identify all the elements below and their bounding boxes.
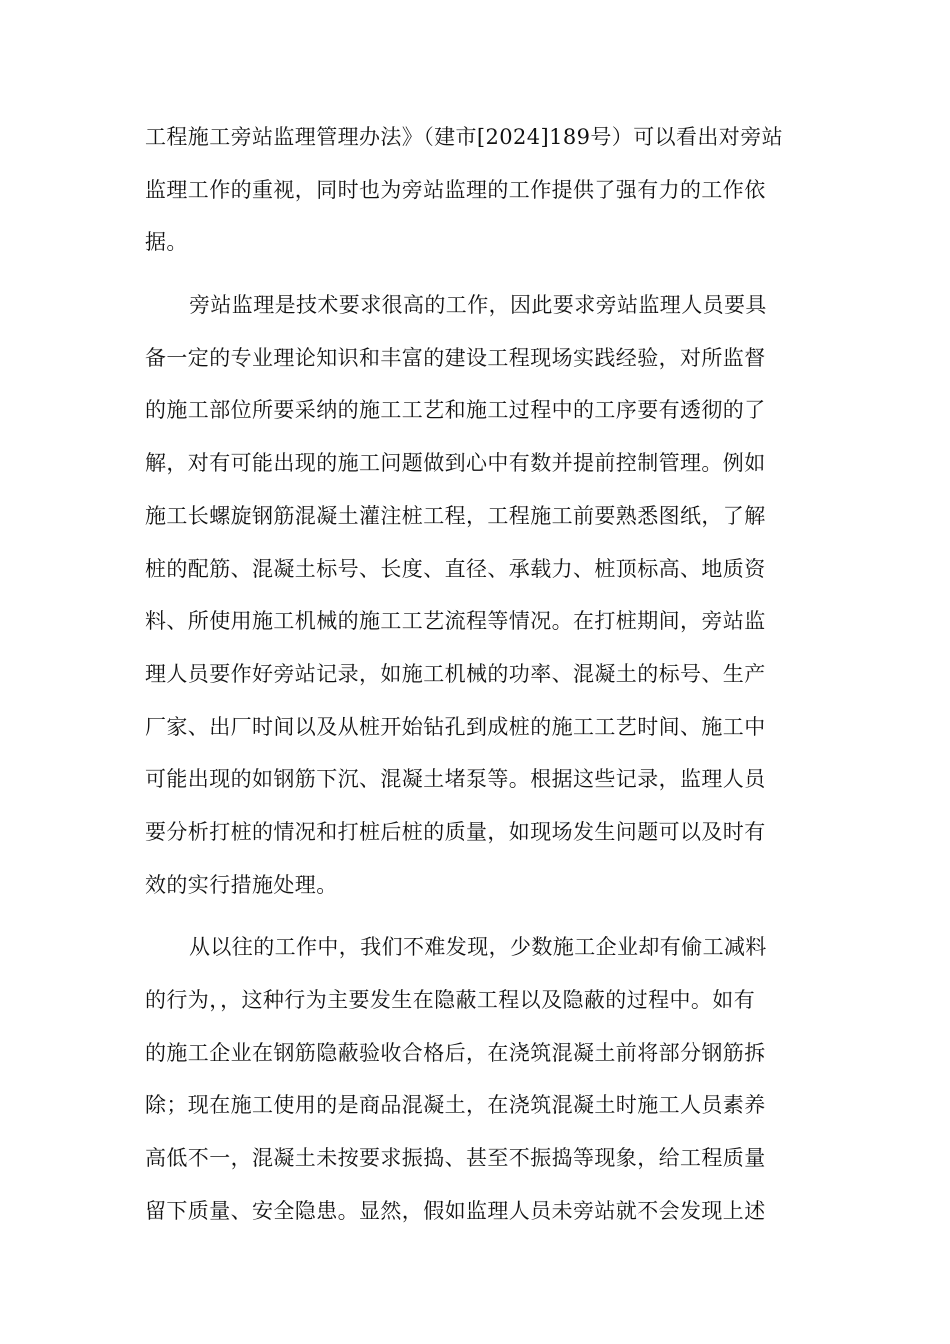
text-line: 备一定的专业理论知识和丰富的建设工程现场实践经验，对所监督 [145,345,766,370]
text-line: 的施工企业在钢筋隐蔽验收合格后，在浇筑混凝土前将部分钢筋拆 [145,1040,766,1065]
text-line: 厂家、出厂时间以及从桩开始钻孔到成桩的施工工艺时间、施工中 [145,714,766,739]
text-line: 料、所使用施工机械的施工工艺流程等情况。在打桩期间，旁站监 [145,609,766,634]
paragraph-1 [145,114,805,272]
document-body [145,114,805,1240]
text-line: 施工长螺旋钢筋混凝土灌注桩工程，工程施工前要熟悉图纸，了解 [145,503,766,528]
text-line: 要分析打桩的情况和打桩后桩的质量，如现场发生问题可以及时有 [145,819,766,844]
paragraph-3 [145,924,805,1240]
text-line: 高低不一，混凝土未按要求振捣、甚至不振捣等现象，给工程质量 [145,1146,766,1171]
text-line: 可能出现的如钢筋下沉、混凝土堵泵等。根据这些记录，监理人员 [145,767,766,792]
text-line: 的行为，，这种行为主要发生在隐蔽工程以及隐蔽的过程中。如有 [145,988,756,1012]
text-line: 监理工作的重视，同时也为旁站监理的工作提供了强有力的工作依 [145,177,766,202]
paragraph-gap [145,914,805,924]
paragraph-2 [145,282,805,914]
text-line: 除；现在施工使用的是商品混凝土，在浇筑混凝土时施工人员素养 [145,1093,766,1118]
paragraph-gap [145,272,805,282]
text-line-indented: 从以往的工作中，我们不难发现，少数施工企业却有偷工减料 [189,935,767,960]
text-line: 效的实行措施处理。 [145,872,338,897]
text-line-indented: 旁站监理是技术要求很高的工作，因此要求旁站监理人员要具 [189,293,767,318]
text-line: 桩的配筋、混凝土标号、长度、直径、承载力、桩顶标高、地质资 [145,556,766,581]
text-line: 理人员要作好旁站记录，如施工机械的功率、混凝土的标号、生产 [145,661,766,686]
text-line: 据。 [145,230,188,255]
text-line: 工程施工旁站监理管理办法》（建市[2024]189号）可以看出对旁站 [145,125,784,149]
text-line: 解，对有可能出现的施工问题做到心中有数并提前控制管理。例如 [145,451,766,476]
text-line: 留下质量、安全隐患。显然，假如监理人员未旁站就不会发现上述 [145,1198,766,1223]
text-line: 的施工部位所要采纳的施工工艺和施工过程中的工序要有透彻的了 [145,398,766,423]
